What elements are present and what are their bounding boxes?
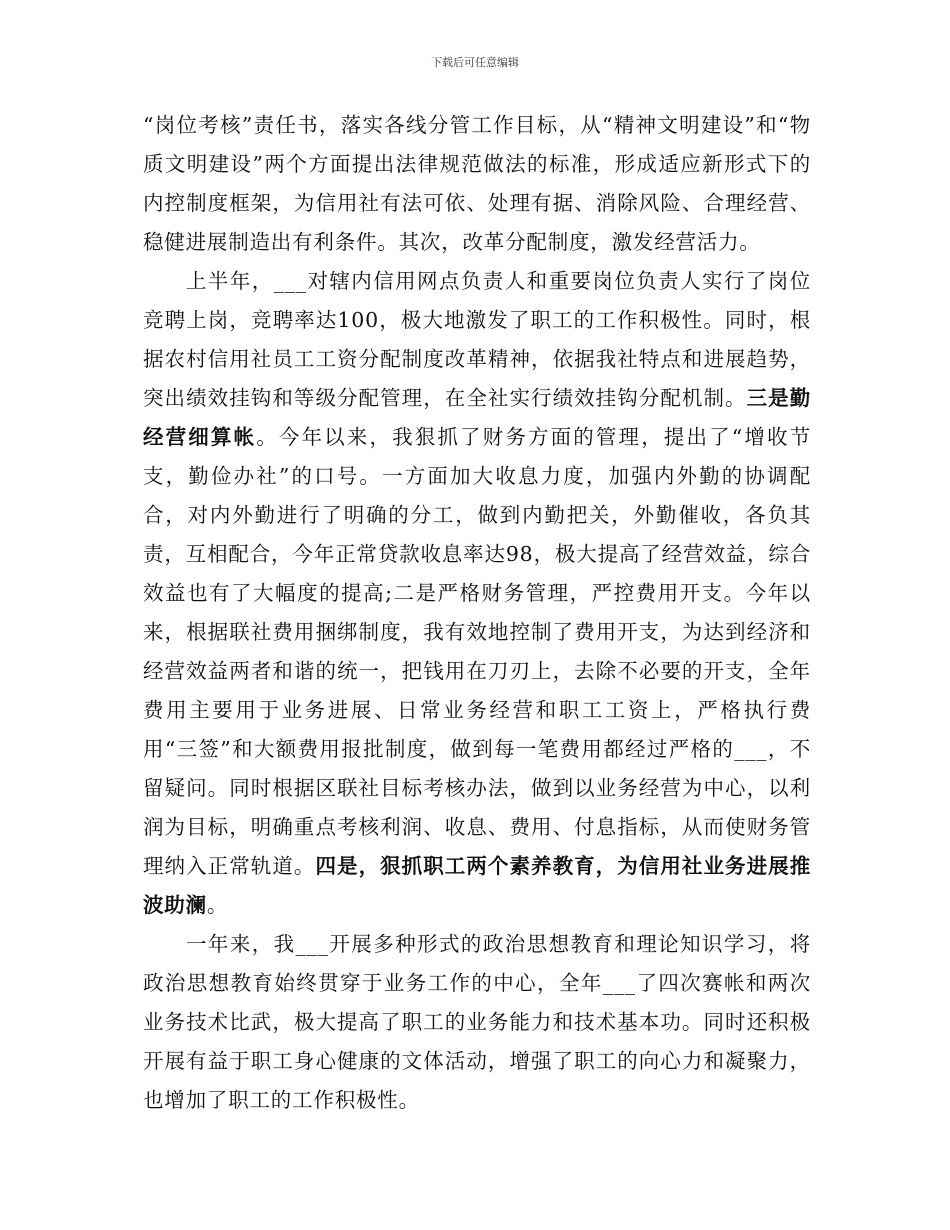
paragraph-text: 。今年以来，我狠抓了财务方面的管理，提出了“增收节支，勤俭办社”的口号。一方面加大收息力度，加强内外勤的协调配合，对内外勤进行了明确的分工，做到内勤把关，外勤催收，各负其责，互相配合，今年正常贷款收息率达98，极大提高了经营效益，综合效益也有了大幅度的提高;二是严格财务管理，严控费用开支。今年以来，根据联社费用捆绑制度，我有效地控制了费用开支，为达到经济和经营效益两者和谐的统一，把钱用在刀刃上，去除不必要的开支，全年费用主要用于业务进展、日常业务经营和职工工资上，严格执行费用“三签”和大额费用报批制度，做到每一笔费用都经过严格的___，不留疑问。同时根据区联社目标考核办法，做到以业务经营为中心，以利润为目标，明确重点考核利润、收息、费用、付息指标，从而使财务管理纳入正常轨道。 <box>143 425 812 878</box>
paragraph-text: “岗位考核”责任书，落实各线分管工作目标，从“精神文明建设”和“物质文明建设”两个方面提出法律规范做法的标准，形成适应新形式下的内控制度框架，为信用社有法可依、处理有据、消除风险、合理经营、稳健进展制造出有利条件。其次，改革分配制度，激发经营活力。 <box>143 113 811 254</box>
paragraph-3 <box>143 925 811 1120</box>
paragraph-text: 上半年，___对辖内信用网点负责人和重要岗位负责人实行了岗位竞聘上岗，竞聘率达100，极大地激发了职工的工作积极性。同时，根据农村信用社员工工资分配制度改革精神，依据我社特点和进展趋势，突出绩效挂钩和等级分配管理，在全社实行绩效挂钩分配机制。 <box>143 269 811 410</box>
page-header: 下载后可任意编辑 <box>431 56 519 69</box>
paragraph-text: 一年来，我___开展多种形式的政治思想教育和理论知识学习，将政治思想教育始终贯穿于业务工作的中心，全年___了四次赛帐和两次业务技术比武，极大提高了职工的业务能力和技术基本功。同时还积极开展有益于职工身心健康的文体活动，增强了职工的向心力和凝聚力，也增加了职工的工作积极性。 <box>143 932 811 1112</box>
bold-heading-three: 三是勤经营细算帐 <box>143 386 811 449</box>
bold-heading-four: 四是，狠抓职工两个素养教育，为信用社业务进展推波助澜 <box>143 854 811 917</box>
document-body <box>143 106 811 1120</box>
paragraph-text: 。 <box>206 893 229 917</box>
paragraph-1 <box>143 106 811 262</box>
paragraph-2 <box>143 262 811 925</box>
